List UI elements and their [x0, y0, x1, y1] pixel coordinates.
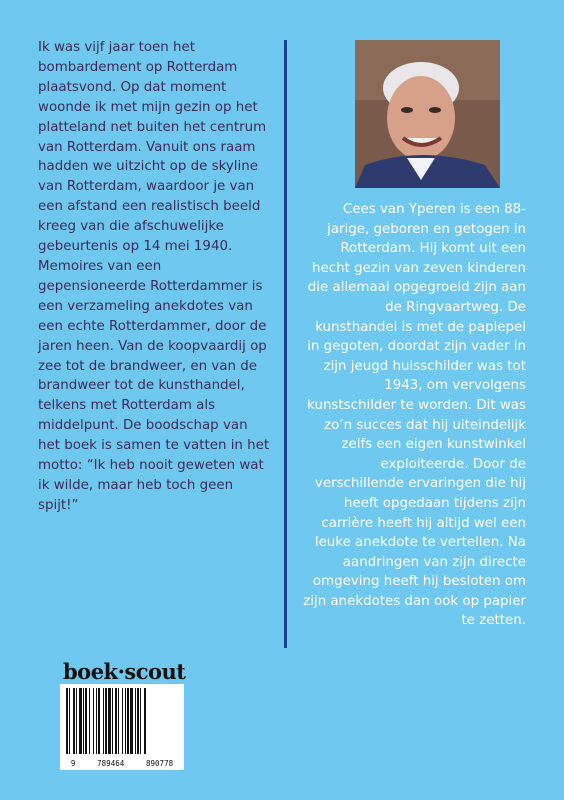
author-photo	[355, 40, 500, 188]
author-bio: Cees van Yperen is een 88-jarige, geboren en getogen in Rotterdam. Hij komt uit een hecht gezin van zeven kinderen die allemaal opgegroeid zijn aan de Ringvaartweg. De kunsthandel is met de paplepel in gegoten, doordat zijn vader in zijn jeugd huisschilder was tot 1943, om vervolgens kunstschilder te worden. Dit was zo’n succes dat hij uiteindelijk zelfs een eigen kunstwinkel exploiteerde. Door de verschillende ervaringen die hij heeft opgedaan tijdens zijn carrière heeft hij altijd wel een leuke anekdote te vertellen. Na aandringen van zijn directe omgeving heeft hij besloten om zijn anekdotes dan ook op papier te zetten.	[303, 202, 526, 629]
barcode-digit-prefix: 9	[70, 759, 76, 768]
barcode-digits-right: 890778	[146, 759, 174, 768]
publisher-logo: boek·scout	[63, 659, 186, 684]
back-cover-blurb: Ik was vijf jaar toen het bombardement op Rotterdam plaatsvond. Op dat moment woonde ik met mijn gezin op het platteland net buiten het centrum van Rotterdam. Vanuit ons raam hadden we uitzicht op de skyline van Rotterdam, waardoor je van een afstand een realistisch beeld kreeg van die afschuwelijke gebeurtenis op 14 mei 1940. Memoires van een gepensioneerde Rotterdammer is een verzameling anekdotes van een echte Rotterdammer, door de jaren heen. Van de koopvaardij op zee tot de brandweer, en van de brandweer tot de kunsthandel, telkens met Rotterdam als middelpunt. De boodschap van het boek is samen te vatten in het motto: “Ik heb nooit geweten wat ik wilde, maar heb toch geen spijt!”	[38, 40, 270, 513]
barcode-bars	[60, 684, 184, 758]
vertical-divider	[284, 40, 287, 648]
barcode-digits-left: 789464	[97, 759, 125, 768]
isbn-barcode	[60, 684, 184, 770]
